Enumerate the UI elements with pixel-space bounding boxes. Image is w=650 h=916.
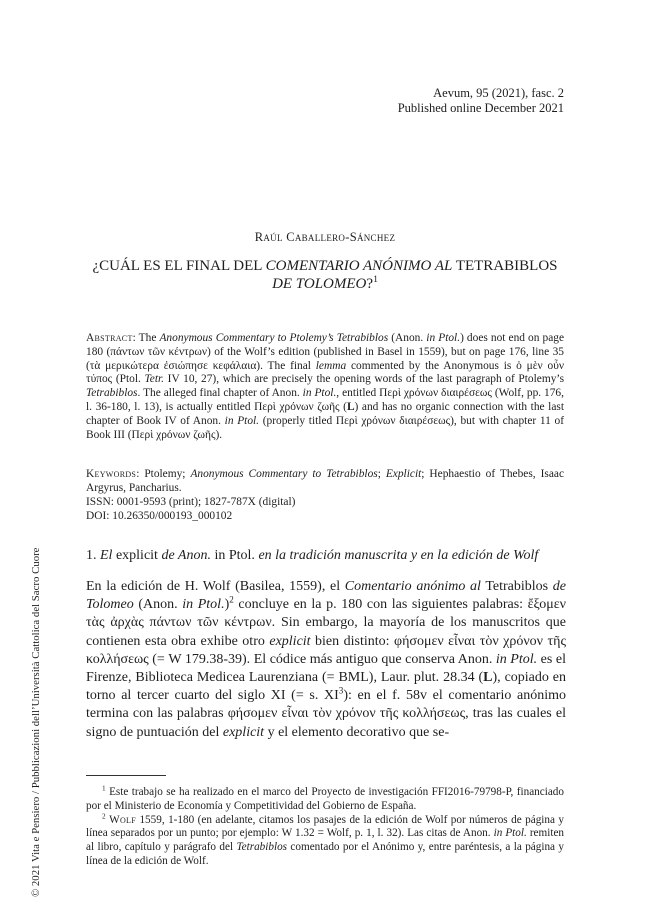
- smallcaps-run: Wolf: [109, 813, 136, 826]
- bold-run: L: [346, 400, 355, 413]
- text-run: ) and has no organic connection with the last chapter of Book IV of Anon.: [86, 400, 564, 427]
- text-run: es el Firenze, Biblioteca Medicea Laurenziana (= BML), Laur. plut. 28.34 (: [86, 651, 566, 686]
- keywords-label: Keywords: [86, 468, 137, 480]
- doi: DOI: 10.26350/000193_000102: [86, 509, 233, 522]
- text-run: En la edición de H. Wolf (Basilea, 1559), el: [86, 579, 345, 594]
- footnote-marker: 2: [102, 811, 106, 820]
- text-run: ; Hephaestio of Thebes, Isaac Argyrus, Pancharius.: [86, 468, 564, 494]
- article-title: [90, 257, 560, 293]
- italic-run: El: [100, 548, 113, 563]
- text-run: 1.: [86, 548, 100, 563]
- text-run: Este trabajo se ha realizado en el marco del Proyecto de investigación FFI2016-79798-P, financiado por el Ministerio de Economía y Competitividad del Gobierno de España.: [86, 786, 564, 812]
- italic-run: in Ptol.: [224, 414, 260, 427]
- italic-run: lemma: [315, 359, 347, 372]
- text-run: IV 10, 27), which are precisely the opening words of the last paragraph of Ptolemy’s: [164, 373, 564, 386]
- footnote-marker: 1: [373, 274, 378, 285]
- italic-run: in Ptol.: [493, 827, 527, 840]
- keywords-text: [86, 468, 564, 494]
- footnote-marker: 2: [229, 594, 234, 605]
- footnote-divider: [86, 775, 166, 776]
- italic-run: Explicit: [385, 468, 422, 480]
- text-run: 1559, 1-180 (en adelante, citamos los pasajes de la edición de Wolf por números de página y línea separados por un punto; por ejemplo: W 1.32 = Wolf, p. 1, l. 32). Las citas de Anon.: [86, 813, 565, 840]
- text-run: ): [224, 597, 230, 613]
- text-run: bien distinto: φήσομεν εἶναι τὸν χρόνον τῆς κολλήσεως (= W 179.38-39). El códice más antiguo que conserva Anon.: [86, 633, 566, 667]
- text-run: concluye en la p. 180 con las siguientes palabras: ἔξομεν τὰς ἀρχὰς πάντων τῶν κέντρων. Sin embargo, la mayoría de los manuscritos que contienen esta obra exhibe otro: [86, 597, 566, 649]
- footnote-1: [86, 786, 564, 814]
- text-run: commented by the Anonymous is ὁ μὲν οὖν τύπος (Ptol.: [86, 359, 565, 386]
- title-italic-part: DE TOLOMEO: [272, 276, 367, 292]
- text-run: (properly titled Περὶ χρόνων διαιρέσεως), but with chapter 11 of Book III (Περὶ χρόνων ζωῆς).: [86, 414, 564, 441]
- copyright-side-note: © 2021 Vita e Pensiero / Pubblicazioni dell’Università Cattolica del Sacro Cuore: [30, 547, 42, 897]
- keywords: [86, 468, 564, 496]
- abstract: [86, 332, 564, 442]
- italic-run: Tetrabiblos: [86, 387, 138, 400]
- text-run: in Ptol.: [210, 548, 259, 563]
- bold-run: L: [483, 670, 493, 686]
- italic-run: en la tradición manuscrita y en la edición de Wolf: [258, 548, 539, 563]
- italic-run: in Ptol.: [495, 651, 538, 667]
- text-run: , entitled Περὶ χρόνων διαιρέσεως (Wolf, pp. 176, l. 36-180, l. 13), is actually entitled Περὶ χρόνων ζωῆς (: [86, 387, 564, 413]
- text-run: Tetrabiblos: [480, 579, 553, 594]
- abstract-text: [86, 332, 564, 441]
- italic-run: in Ptol.: [426, 332, 461, 344]
- text-run: ;: [377, 468, 386, 480]
- text-run: explicit: [112, 548, 162, 563]
- italic-run: de Tolomeo: [86, 579, 567, 613]
- italic-run: explicit: [269, 633, 311, 649]
- italic-run: Tetr.: [144, 373, 165, 386]
- text-run: . The alleged final chapter of Anon.: [137, 387, 303, 400]
- journal-info: [398, 86, 564, 116]
- text-run: y el elemento decorativo que se-: [264, 724, 450, 740]
- text-run: : Ptolemy;: [136, 468, 191, 480]
- body-paragraph: [86, 578, 566, 742]
- title-part: ¿CUÁL ES EL FINAL DEL: [92, 258, 266, 274]
- italic-run: de Anon.: [161, 548, 211, 563]
- italic-run: Tetrabiblos: [236, 841, 288, 854]
- italic-run: Anonymous Commentary to Tetrabiblos: [190, 468, 378, 480]
- italic-run: in Ptol.: [302, 387, 337, 400]
- issn: ISSN: 0001-9593 (print); 1827-787X (digital): [86, 496, 296, 508]
- italic-run: Anonymous Commentary to Ptolemy’s Tetrabiblos: [159, 332, 389, 344]
- journal-issue: Aevum, 95 (2021), fasc. 2: [433, 86, 564, 100]
- footnote-marker: 3: [338, 685, 344, 696]
- footnote-2: [86, 811, 565, 869]
- title-part: TETRABIBLOS: [452, 258, 558, 274]
- italic-run: explicit: [222, 724, 265, 740]
- text-run: ) does not end on page 180 (πάντων τῶν κέντρων) of the Wolf’s edition (published in Basel in 1559), but on page 176, line 35 (τὰ μερικώτερα ἐσιώπησε κεφάλαια). The final: [86, 332, 564, 372]
- publication-date: Published online December 2021: [397, 101, 564, 115]
- italic-run: in Ptol.: [182, 597, 225, 613]
- text-run: remiten al libro, capítulo y parágrafo del: [86, 827, 564, 854]
- text-run: ): en el f. 58v el comentario anónimo termina con las palabras φήσομεν εἶναι τὸν χρόνον τῆς κολλήσεως, tras las cuales el signo de puntuación del: [86, 688, 566, 740]
- text-run: (Anon.: [133, 597, 183, 613]
- section-heading: [86, 547, 564, 564]
- title-italic-part: COMENTARIO ANÓNIMO AL: [265, 258, 453, 274]
- text-run: comentado por el Anónimo y, entre paréntesis, a la página y línea de la edición de Wolf.: [86, 841, 564, 867]
- text-run: : The: [132, 332, 160, 344]
- footnotes: [86, 786, 564, 869]
- text-run: (Anon.: [388, 332, 427, 344]
- author-name: Raúl Caballero-Sánchez: [254, 230, 396, 244]
- abstract-label: Abstract: [86, 332, 133, 344]
- title-part: ?: [366, 276, 374, 292]
- italic-run: Comentario anónimo al: [344, 579, 481, 594]
- text-run: ), copiado en torno al tercer cuarto del siglo XI (= s. XI: [86, 670, 566, 704]
- footnote-marker: 1: [102, 784, 106, 793]
